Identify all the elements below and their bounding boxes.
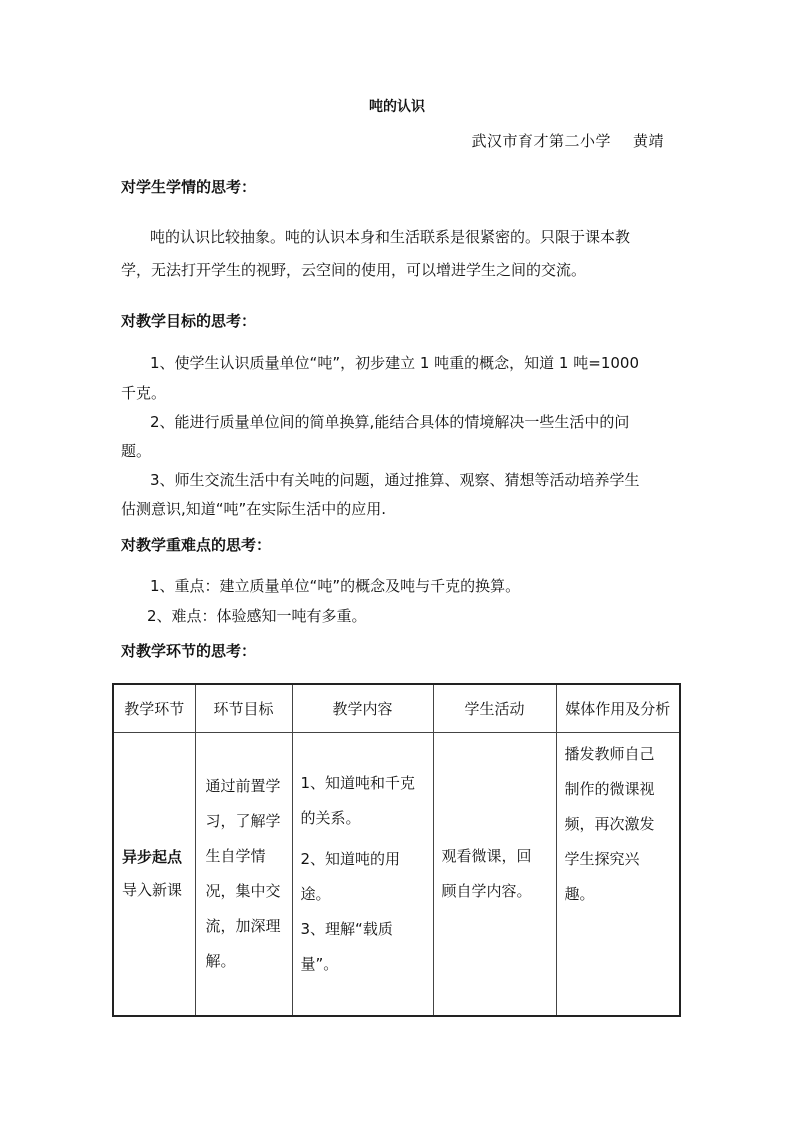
- goal-line: 况，集中交: [205, 882, 281, 900]
- cell-phase: [113, 733, 195, 1017]
- media-line: 制作的微课视: [564, 780, 655, 798]
- goal-item3-line2: 估测意识,知道“吨”在实际生活中的应用.: [121, 500, 387, 518]
- heading-learning: 对学生学情的思考：: [121, 178, 257, 196]
- media-line: 播发教师自己: [564, 745, 655, 763]
- goal-item2-line1: 2、能进行质量单位间的简单换算,能结合具体的情境解决一些生活中的问: [150, 413, 630, 431]
- author-school: 武汉市育才第二小学: [471, 132, 611, 150]
- goal-line: 通过前置学: [205, 777, 281, 795]
- goal-item1-line2: 千克。: [121, 384, 167, 402]
- document-title: 吨的认识: [369, 99, 425, 115]
- goal-line: 流，加深理: [205, 917, 281, 935]
- keypoint-item2: 2、难点：体验感知一吨有多重。: [147, 607, 367, 625]
- teaching-steps-table: [112, 683, 681, 1017]
- author-name: 黄靖: [632, 132, 664, 150]
- phase-bold: 异步起点: [122, 848, 183, 866]
- goal-item3-line1: 3、师生交流生活中有关吨的问题，通过推算、观察、猜想等活动培养学生: [150, 471, 640, 489]
- heading-steps: 对教学环节的思考：: [121, 642, 257, 660]
- header-activity: 学生活动: [433, 684, 556, 733]
- heading-goals: 对教学目标的思考：: [121, 312, 257, 330]
- goal-item2-line2: 题。: [121, 442, 152, 460]
- cell-goal: [195, 733, 292, 1017]
- header-media: 媒体作用及分析: [556, 684, 680, 733]
- keypoint-item1: 1、重点：建立质量单位“吨”的概念及吨与千克的换算。: [150, 577, 521, 595]
- table-header-row: [113, 684, 680, 733]
- goal-line: 习，了解学: [205, 812, 281, 830]
- media-line: 频，再次激发: [564, 815, 655, 833]
- content-line: 1、知道吨和千克: [300, 774, 416, 792]
- header-content: 教学内容: [292, 684, 433, 733]
- phase-label: 导入新课: [122, 881, 183, 899]
- cell-content: [292, 733, 433, 1017]
- activity-line: 观看微课，回: [441, 847, 532, 865]
- content-line: 途。: [300, 885, 331, 903]
- content-line: 3、理解“载质: [300, 920, 393, 938]
- learning-para-line2: 学，无法打开学生的视野，云空间的使用，可以增进学生之间的交流。: [121, 261, 587, 279]
- goal-item1-line1: 1、使学生认识质量单位“吨”，初步建立 1 吨重的概念，知道 1 吨=1000: [150, 354, 639, 372]
- goal-line: 生自学情: [205, 847, 266, 865]
- heading-keypoints: 对教学重难点的思考：: [121, 536, 272, 554]
- author-line: [471, 130, 664, 151]
- header-phase: 教学环节: [113, 684, 195, 733]
- cell-activity: [433, 733, 556, 1017]
- table-row: [113, 733, 680, 1017]
- media-line: 趣。: [564, 885, 595, 903]
- cell-media: [556, 733, 680, 1017]
- learning-para-line1: 吨的认识比较抽象。吨的认识本身和生活联系是很紧密的。只限于课本教: [150, 228, 631, 246]
- activity-line: 顾自学内容。: [441, 882, 532, 900]
- content-line: 量”。: [300, 955, 339, 973]
- media-line: 学生探究兴: [564, 850, 640, 868]
- content-line: 的关系。: [300, 809, 361, 827]
- header-goal: 环节目标: [195, 684, 292, 733]
- content-line: 2、知道吨的用: [300, 850, 401, 868]
- goal-line: 解。: [205, 952, 236, 970]
